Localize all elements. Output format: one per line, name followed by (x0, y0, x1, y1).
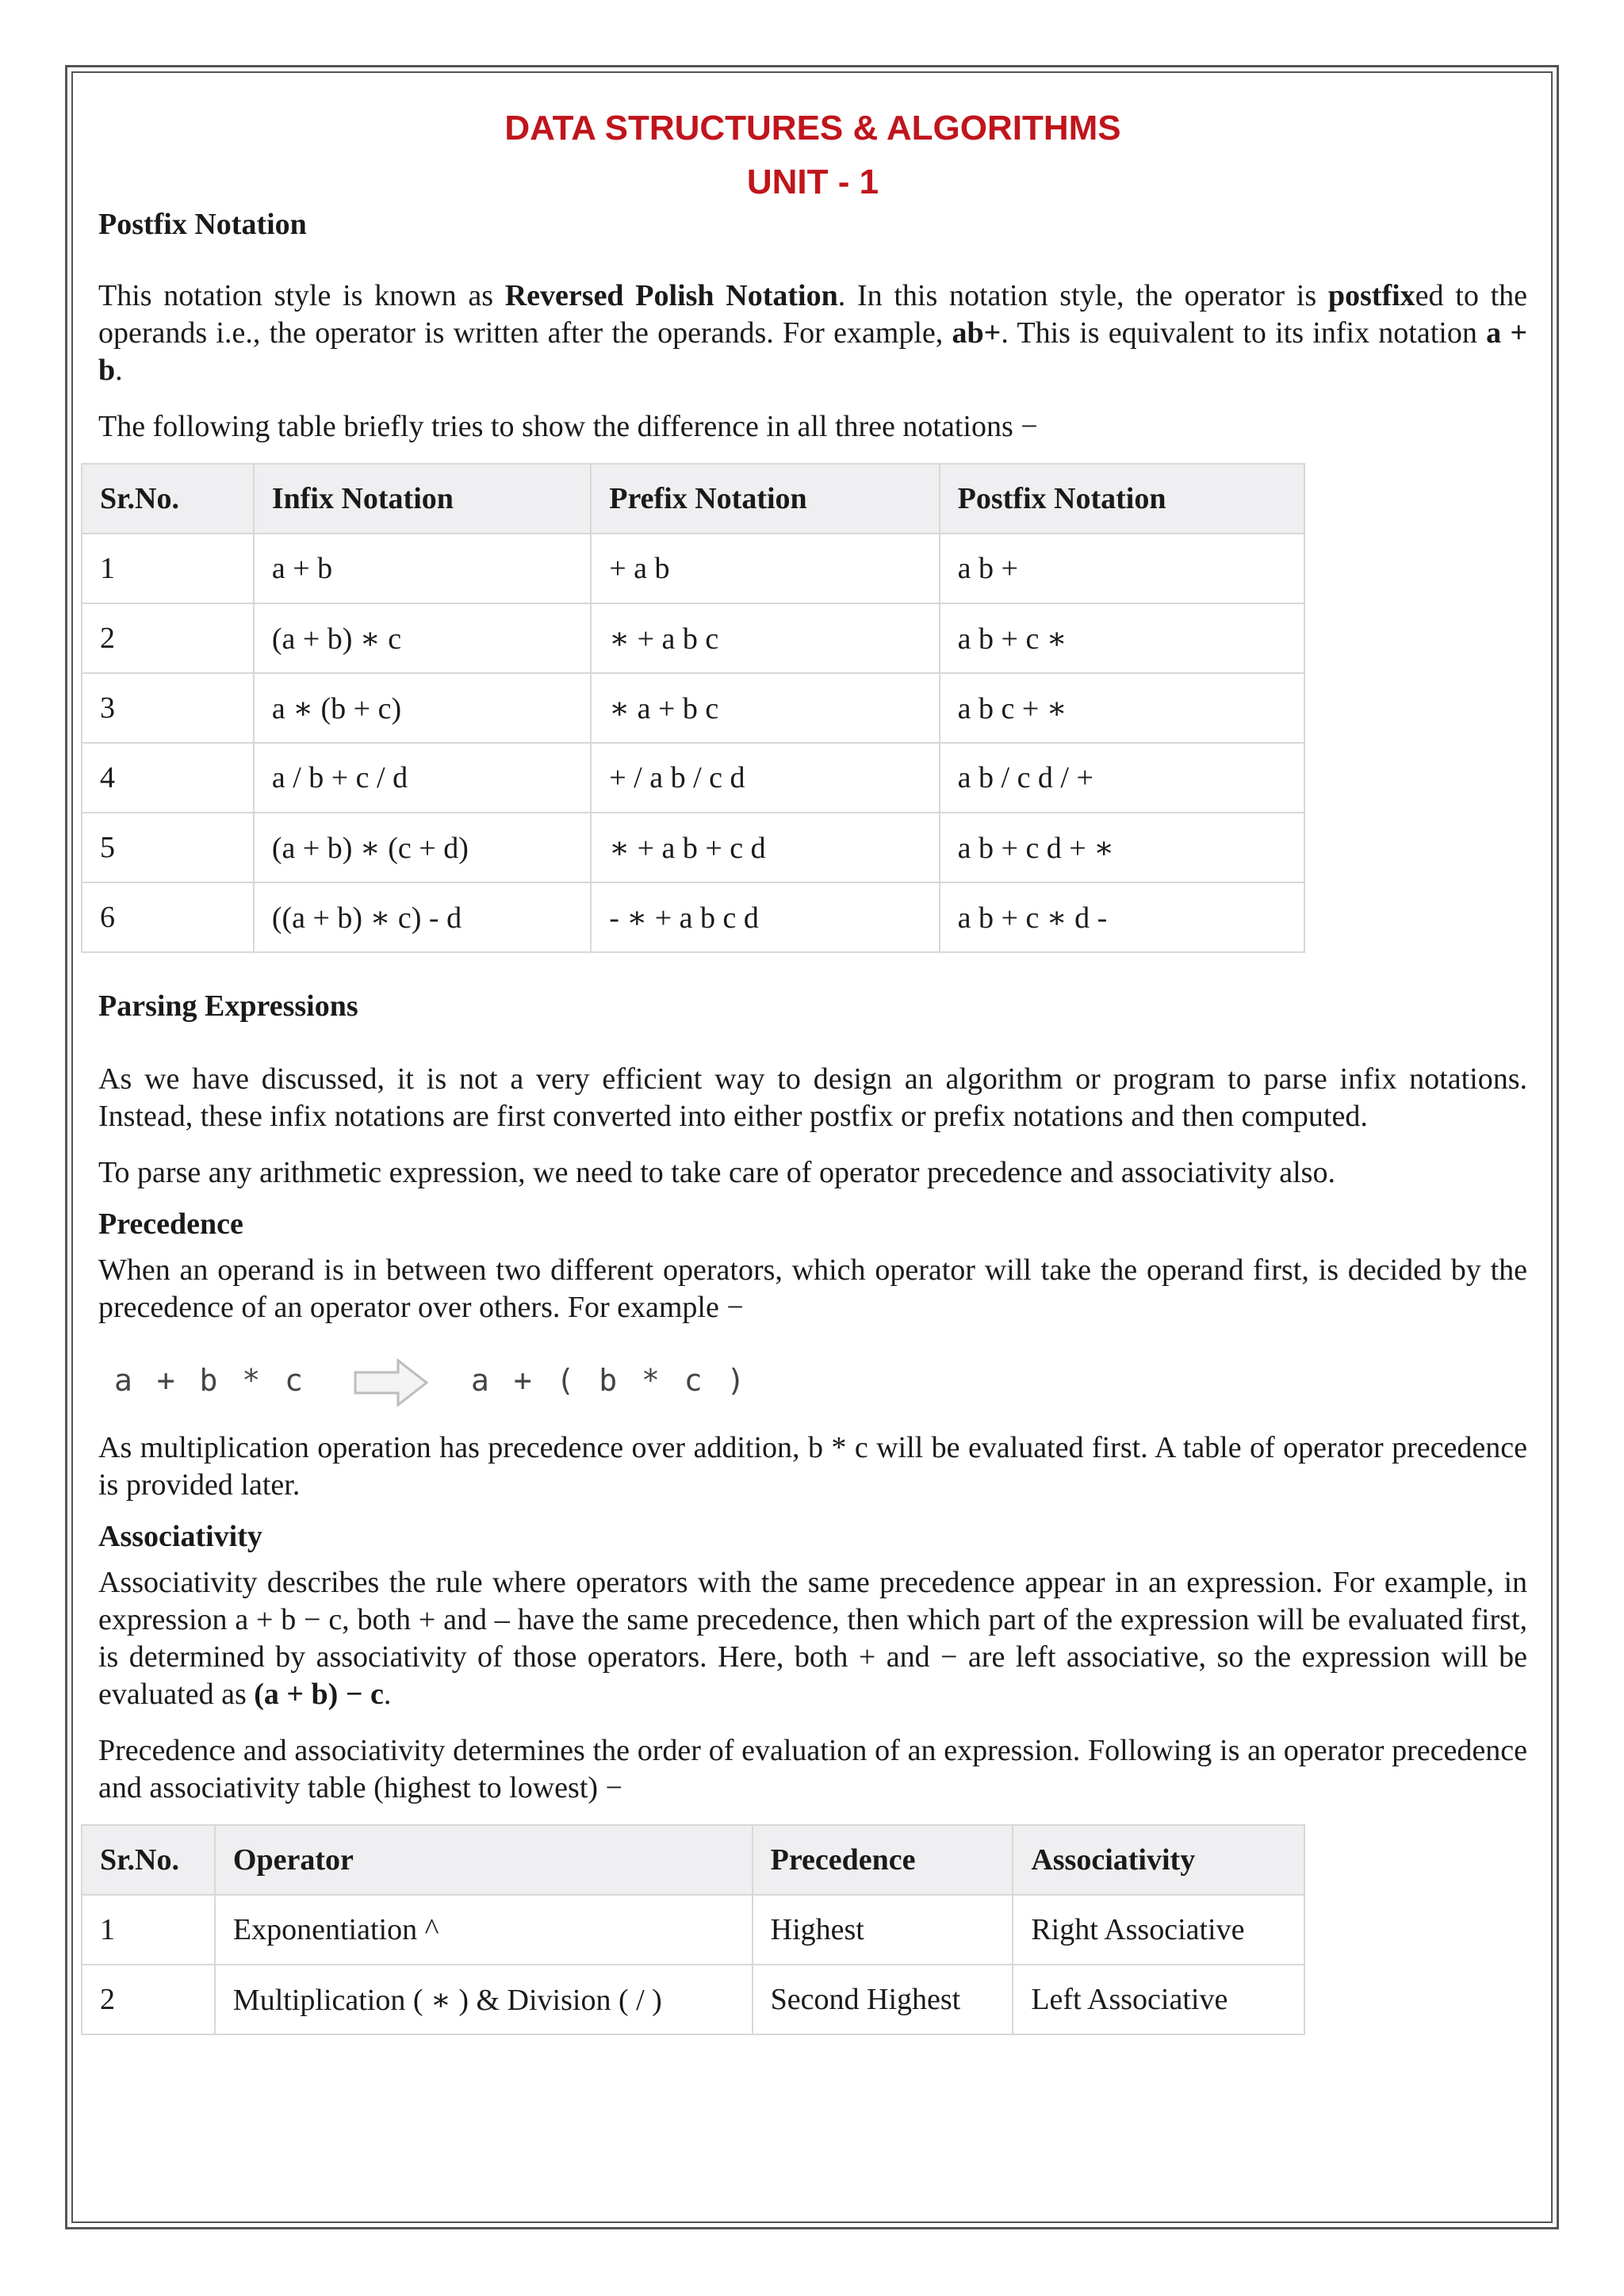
table-cell: 1 (82, 1895, 215, 1965)
column-header: Postfix Notation (940, 464, 1304, 534)
parsing-paragraph-2: To parse any arithmetic expression, we need to take care of operator precedence and associativity also. (98, 1156, 1335, 1189)
table-cell: Second Highest (753, 1965, 1013, 2034)
operator-table (81, 1824, 1305, 2035)
column-header: Sr.No. (82, 1825, 215, 1895)
postfix-paragraph: This notation style is known as Reversed Polish Notation. In this notation style, the operator is postfixed to the operands i.e., the operator is written after the operands. For example, ab+. This is equivalent to its infix notation a + b. (98, 279, 1527, 387)
table-cell: Multiplication ( ∗ ) & Division ( / ) (215, 1965, 753, 2034)
table-row (82, 534, 1304, 603)
table-cell: a b + c ∗ d - (940, 882, 1304, 952)
parsing-heading: Parsing Expressions (98, 989, 358, 1023)
right-arrow-icon (354, 1358, 430, 1407)
table-cell: + / a b / c d (591, 743, 939, 813)
table-cell: ∗ a + b c (591, 673, 939, 743)
table-header-row (82, 1825, 1304, 1895)
table-cell: + a b (591, 534, 939, 603)
table-cell: a ∗ (b + c) (254, 673, 591, 743)
associativity-heading: Associativity (98, 1520, 262, 1553)
table-cell: a b c + ∗ (940, 673, 1304, 743)
precedence-paragraph-2: As multiplication operation has precedence over addition, b * c will be evaluated first. A table of operator precedence is provided later. (98, 1431, 1527, 1502)
table-cell: 2 (82, 1965, 215, 2034)
table-cell: 6 (82, 882, 254, 952)
example-result: a + ( b * c ) (471, 1363, 749, 1398)
table-row (82, 813, 1304, 882)
table-cell: Left Associative (1013, 1965, 1304, 2034)
column-header: Prefix Notation (591, 464, 939, 534)
precedence-paragraph: When an operand is in between two different operators, which operator will take the operand first, is decided by the precedence of an operator over others. For example − (98, 1253, 1527, 1324)
table-row (82, 1965, 1304, 2034)
document-content (98, 98, 1527, 2035)
example-expression: a + b * c (114, 1363, 306, 1398)
notation-table-intro: The following table briefly tries to show the difference in all three notations − (98, 410, 1038, 443)
table-cell: 3 (82, 673, 254, 743)
table-cell: Highest (753, 1895, 1013, 1965)
table-cell: Right Associative (1013, 1895, 1304, 1965)
table-cell: 1 (82, 534, 254, 603)
table-cell: ((a + b) ∗ c) - d (254, 882, 591, 952)
table-header-row (82, 464, 1304, 534)
table-cell: ∗ + a b + c d (591, 813, 939, 882)
table-cell: 4 (82, 743, 254, 813)
table-cell: a b + (940, 534, 1304, 603)
table-cell: 2 (82, 603, 254, 673)
table-cell: a b + c ∗ (940, 603, 1304, 673)
table-cell: Exponentiation ^ (215, 1895, 753, 1965)
column-header: Precedence (753, 1825, 1013, 1895)
table-row (82, 743, 1304, 813)
table-cell: - ∗ + a b c d (591, 882, 939, 952)
unit-title: UNIT - 1 (746, 163, 879, 201)
table-cell: a b + c d + ∗ (940, 813, 1304, 882)
precedence-example-figure (98, 1341, 1527, 1420)
associativity-paragraph-2: Precedence and associativity determines the order of evaluation of an expression. Following is an operator precedence and associativity table (highest to lowest) − (98, 1734, 1527, 1804)
parsing-paragraph: As we have discussed, it is not a very efficient way to design an algorithm or program to parse infix notations. Instead, these infix notations are first converted into either postfix or prefix notations and then computed. (98, 1062, 1527, 1133)
table-row (82, 673, 1304, 743)
precedence-heading: Precedence (98, 1207, 243, 1241)
column-header: Sr.No. (82, 464, 254, 534)
column-header: Infix Notation (254, 464, 591, 534)
table-row (82, 882, 1304, 952)
notation-table (81, 463, 1305, 953)
postfix-heading: Postfix Notation (98, 208, 307, 241)
document-title: DATA STRUCTURES & ALGORITHMS (504, 109, 1121, 147)
table-cell: a + b (254, 534, 591, 603)
column-header: Associativity (1013, 1825, 1304, 1895)
table-cell: ∗ + a b c (591, 603, 939, 673)
table-row (82, 603, 1304, 673)
table-cell: 5 (82, 813, 254, 882)
column-header: Operator (215, 1825, 753, 1895)
table-cell: a b / c d / + (940, 743, 1304, 813)
table-cell: (a + b) ∗ c (254, 603, 591, 673)
table-cell: (a + b) ∗ (c + d) (254, 813, 591, 882)
associativity-paragraph: Associativity describes the rule where operators with the same precedence appear in an expression. For example, in expression a + b − c, both + and – have the same precedence, then which part of the expression will be evaluated first, is determined by associativity of those operators. Here, both + and − are left associative, so the expression will be evaluated as (a + b) − c. (98, 1566, 1527, 1711)
table-row (82, 1895, 1304, 1965)
table-cell: a / b + c / d (254, 743, 591, 813)
